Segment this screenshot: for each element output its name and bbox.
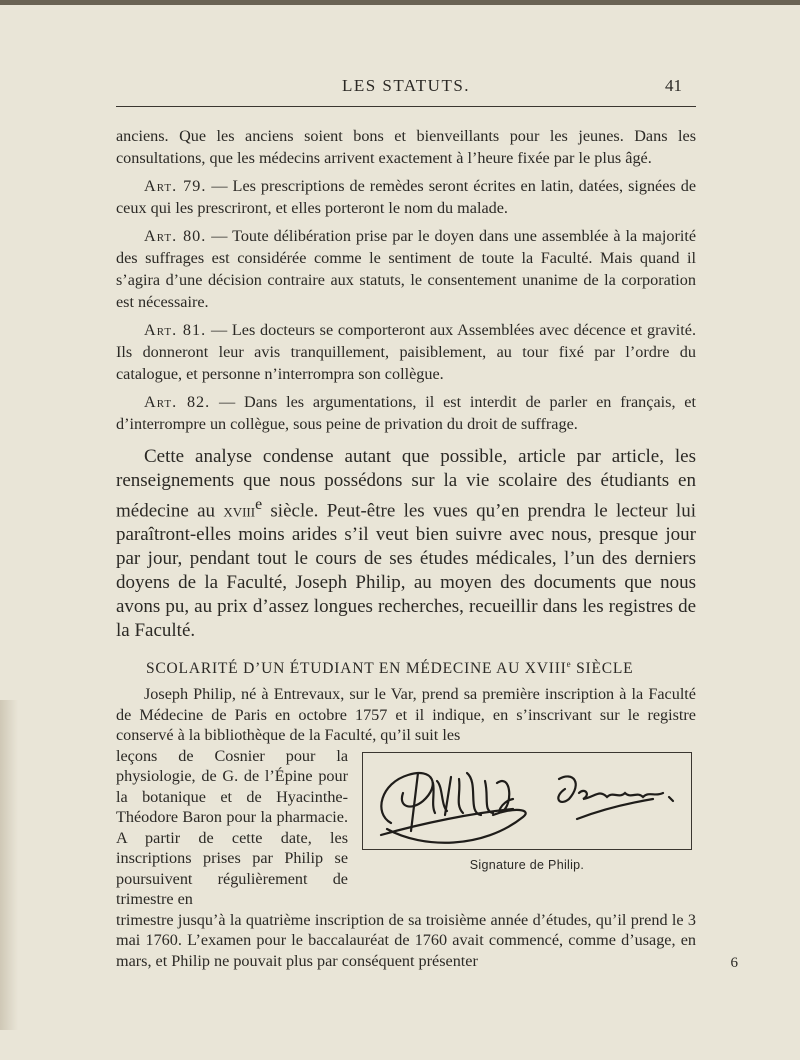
article-82 (116, 391, 696, 435)
running-head (116, 70, 696, 106)
heading-superscript: e (566, 659, 572, 670)
page-top-edge (0, 0, 800, 5)
article-text: — Les prescriptions de remèdes seront écrites en latin, datées, signées de ceux qui les prescriront, et elles porteront le nom du malade. (116, 177, 696, 217)
article-label: Art. 81. (144, 321, 207, 339)
analysis-paragraph (116, 445, 696, 643)
signature-image (363, 753, 692, 849)
opening-paragraph: anciens. Que les anciens soient bons et bienveillants pour les jeunes. Dans les consultations, que les médecins arrivent exactement à l’heure fixée par le plus âgé. (116, 127, 696, 167)
gathering-signature-mark: 6 (730, 955, 738, 971)
article-79 (116, 175, 696, 219)
article-text: — Toute délibération prise par le doyen dans une assemblée à la majorité des suffrages est considérée comme le sentiment de toute la Faculté. Mais quand il s’agira d’une décision contraire aux statuts, le consentement unanime de la corporation est nécessaire. (116, 227, 697, 311)
page-left-edge (0, 700, 18, 1030)
continuation-section (116, 910, 696, 972)
section-heading (146, 659, 696, 678)
figure-caption: Signature de Philip. (469, 857, 585, 872)
heading-text-end: SIÈCLE (571, 660, 634, 678)
article-label: Art. 80. (144, 227, 207, 245)
article-text: — Les docteurs se comporteront aux Assemblées avec décence et gravité. Ils donneront leur avis tranquillement, paisiblement, au tour fixé par l’ordre du catalogue, et personne n’interrompra son collègue. (116, 321, 697, 383)
analysis-section (116, 445, 696, 643)
article-label: Art. 79. (144, 177, 207, 195)
statutes-section (116, 125, 696, 435)
intro-paragraph: Joseph Philip, né à Entrevaux, sur le Var, prend sa première inscription à la Faculté de Médecine de Paris en octobre 1757 et il indique, en s’inscrivant sur le registre conservé à la bibliothèque de la Faculté, qu’il suit les (116, 685, 696, 745)
signature-frame (362, 752, 692, 850)
wrapped-text: leçons de Cosnier pour la physiologie, de G. de l’Épine pour la botanique et de Hyacinthe-Théodore Baron pour la pharmacie. A partir de cette date, les inscriptions prises par Philip se poursuivent régulièrement de trimestre en (116, 746, 348, 909)
page-number: 41 (665, 76, 682, 95)
continuation-paragraph: trimestre jusqu’à la quatrième inscription de sa troisième année d’études, qu’il prend le 3 mai 1760. L’examen pour le baccalauréat de 1760 avait commencé, comme d’usage, en mars, et Philip ne pouvait plus par conséquent présenter (116, 910, 696, 970)
analysis-text-after: siècle. Peut-être les vues qu’en prendra le lecteur lui paraîtront-elles moins arides s’il veut bien suivre avec nous, presque jour par jour, pendant tout le cours de ses études médicales, l’un des derniers doyens de la Faculté, Joseph Philip, au moyen des documents que nous avons pu, au prix d’assez longues recherches, recueillir dans les registres de la Faculté. (116, 500, 696, 642)
century-numeral: xviii (223, 500, 256, 522)
heading-text: SCOLARITÉ D’UN ÉTUDIANT EN MÉDECINE AU XVIII (146, 660, 567, 678)
article-text: — Dans les argumentations, il est interdit de parler en français, et d’interrompre un collègue, sous peine de privation du droit de suffrage. (116, 393, 696, 433)
century-superscript: e (255, 496, 263, 513)
header-rule (116, 106, 696, 107)
book-page (116, 70, 696, 971)
scolarite-section (116, 684, 696, 910)
signature-figure (362, 752, 692, 872)
article-label: Art. 82. (144, 393, 211, 411)
running-title: LES STATUTS. (341, 76, 471, 95)
figure-wrap-area (116, 746, 696, 910)
article-81 (116, 319, 696, 385)
analysis-text-before: Cette analyse condense autant que possible, article par article, les renseignements que nous possédons sur la vie scolaire des étudiants en médecine au (116, 446, 696, 522)
article-80 (116, 225, 696, 313)
